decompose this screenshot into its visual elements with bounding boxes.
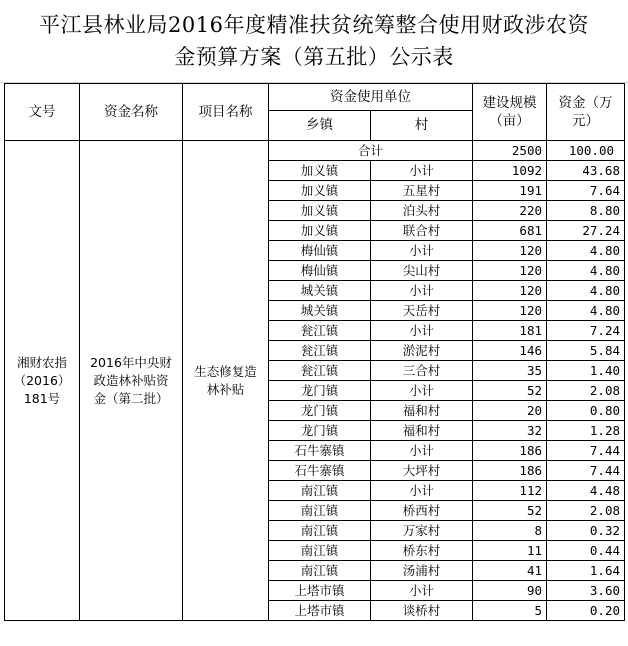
village-cell: 福和村 (371, 401, 473, 421)
total-row (5, 141, 625, 161)
town-cell: 瓮江镇 (269, 321, 371, 341)
village-cell: 小计 (371, 441, 473, 461)
fund-cell: 1.28 (547, 421, 625, 441)
village-cell: 福和村 (371, 421, 473, 441)
fund-name-cell: 2016年中央财政造林补贴资金（第二批） (80, 141, 183, 621)
header-doc-no: 文号 (5, 84, 80, 141)
town-cell: 梅仙镇 (269, 241, 371, 261)
scale-cell: 120 (473, 301, 547, 321)
scale-cell: 5 (473, 601, 547, 621)
town-cell: 南江镇 (269, 561, 371, 581)
fund-cell: 1.40 (547, 361, 625, 381)
town-cell: 上塔市镇 (269, 601, 371, 621)
fund-cell: 8.80 (547, 201, 625, 221)
scale-cell: 8 (473, 521, 547, 541)
total-scale: 2500 (473, 141, 547, 161)
town-cell: 城关镇 (269, 301, 371, 321)
town-cell: 南江镇 (269, 481, 371, 501)
header-village: 村 (371, 111, 473, 141)
scale-cell: 52 (473, 501, 547, 521)
fund-cell: 4.80 (547, 301, 625, 321)
town-cell: 加义镇 (269, 201, 371, 221)
fund-cell: 7.44 (547, 441, 625, 461)
header-row-1 (5, 84, 625, 111)
village-cell: 小计 (371, 581, 473, 601)
village-cell: 小计 (371, 381, 473, 401)
village-cell: 五星村 (371, 181, 473, 201)
town-cell: 龙门镇 (269, 401, 371, 421)
scale-cell: 32 (473, 421, 547, 441)
village-cell: 三合村 (371, 361, 473, 381)
fund-cell: 0.32 (547, 521, 625, 541)
scale-cell: 120 (473, 261, 547, 281)
fund-cell: 43.68 (547, 161, 625, 181)
scale-cell: 90 (473, 581, 547, 601)
town-cell: 龙门镇 (269, 421, 371, 441)
town-cell: 瓮江镇 (269, 341, 371, 361)
header-town: 乡镇 (269, 111, 371, 141)
village-cell: 桥西村 (371, 501, 473, 521)
total-label: 合计 (269, 141, 473, 161)
fund-cell: 4.80 (547, 281, 625, 301)
fund-cell: 2.08 (547, 381, 625, 401)
document-title (0, 0, 628, 82)
title-line-2: 金预算方案（第五批）公示表 (174, 45, 454, 69)
village-cell: 桥东村 (371, 541, 473, 561)
header-scale: 建设规模（亩） (473, 84, 547, 141)
fund-cell: 27.24 (547, 221, 625, 241)
scale-cell: 181 (473, 321, 547, 341)
budget-table (4, 83, 625, 621)
town-cell: 龙门镇 (269, 381, 371, 401)
village-cell: 小计 (371, 241, 473, 261)
title-line-1: 平江县林业局2016年度精准扶贫统筹整合使用财政涉农资 (39, 13, 589, 37)
fund-cell: 7.24 (547, 321, 625, 341)
village-cell: 淤泥村 (371, 341, 473, 361)
fund-cell: 7.64 (547, 181, 625, 201)
town-cell: 瓮江镇 (269, 361, 371, 381)
scale-cell: 186 (473, 441, 547, 461)
town-cell: 石牛寨镇 (269, 461, 371, 481)
scale-cell: 186 (473, 461, 547, 481)
village-cell: 小计 (371, 281, 473, 301)
scale-cell: 35 (473, 361, 547, 381)
town-cell: 上塔市镇 (269, 581, 371, 601)
fund-cell: 0.20 (547, 601, 625, 621)
scale-cell: 52 (473, 381, 547, 401)
fund-cell: 4.80 (547, 241, 625, 261)
town-cell: 石牛寨镇 (269, 441, 371, 461)
village-cell: 汤浦村 (371, 561, 473, 581)
scale-cell: 681 (473, 221, 547, 241)
scale-cell: 220 (473, 201, 547, 221)
village-cell: 谈桥村 (371, 601, 473, 621)
header-unit: 资金使用单位 (269, 84, 473, 111)
fund-cell: 0.80 (547, 401, 625, 421)
fund-cell: 5.84 (547, 341, 625, 361)
town-cell: 梅仙镇 (269, 261, 371, 281)
fund-cell: 2.08 (547, 501, 625, 521)
village-cell: 天岳村 (371, 301, 473, 321)
village-cell: 泊头村 (371, 201, 473, 221)
doc-number-cell: 湘财农指（2016）181号 (5, 141, 80, 621)
village-cell: 尖山村 (371, 261, 473, 281)
town-cell: 南江镇 (269, 521, 371, 541)
scale-cell: 20 (473, 401, 547, 421)
village-cell: 万家村 (371, 521, 473, 541)
header-project-name: 项目名称 (183, 84, 269, 141)
fund-cell: 4.80 (547, 261, 625, 281)
scale-cell: 191 (473, 181, 547, 201)
town-cell: 南江镇 (269, 501, 371, 521)
village-cell: 小计 (371, 321, 473, 341)
fund-cell: 3.60 (547, 581, 625, 601)
village-cell: 小计 (371, 481, 473, 501)
scale-cell: 112 (473, 481, 547, 501)
scale-cell: 11 (473, 541, 547, 561)
scale-cell: 41 (473, 561, 547, 581)
fund-cell: 0.44 (547, 541, 625, 561)
village-cell: 大坪村 (371, 461, 473, 481)
town-cell: 加义镇 (269, 181, 371, 201)
town-cell: 城关镇 (269, 281, 371, 301)
village-cell: 联合村 (371, 221, 473, 241)
header-fund: 资金（万元） (547, 84, 625, 141)
fund-cell: 4.48 (547, 481, 625, 501)
village-cell: 小计 (371, 161, 473, 181)
scale-cell: 120 (473, 241, 547, 261)
total-fund: 100.00 (547, 141, 625, 161)
header-fund-name: 资金名称 (80, 84, 183, 141)
town-cell: 加义镇 (269, 221, 371, 241)
town-cell: 加义镇 (269, 161, 371, 181)
project-name-cell: 生态修复造林补贴 (183, 141, 269, 621)
town-cell: 南江镇 (269, 541, 371, 561)
scale-cell: 120 (473, 281, 547, 301)
scale-cell: 146 (473, 341, 547, 361)
scale-cell: 1092 (473, 161, 547, 181)
fund-cell: 1.64 (547, 561, 625, 581)
fund-cell: 7.44 (547, 461, 625, 481)
